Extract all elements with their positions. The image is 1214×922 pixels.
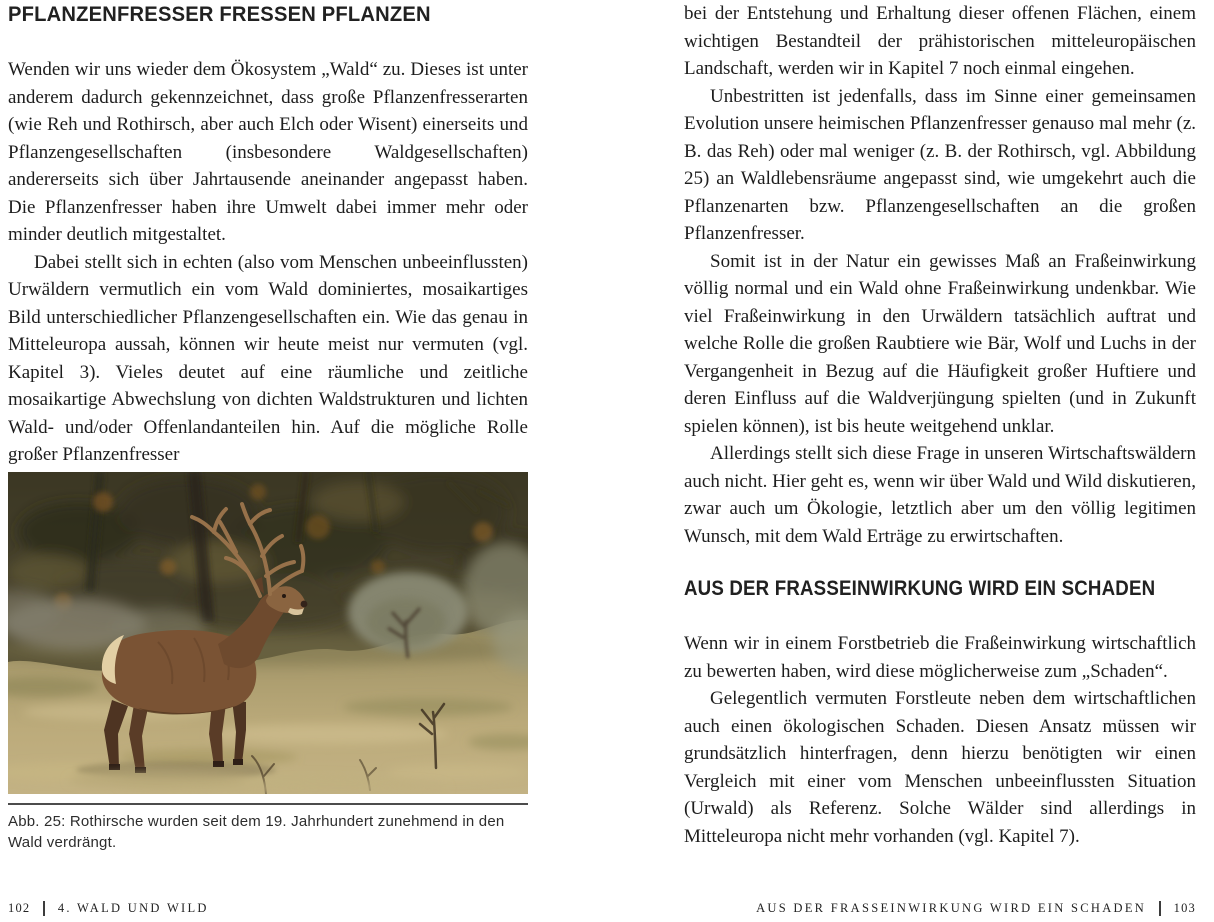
footer-divider — [43, 901, 45, 916]
red-deer-photo — [8, 472, 528, 794]
running-head-chapter: 4. WALD UND WILD — [57, 900, 209, 915]
body-text-left — [8, 56, 528, 469]
body-paragraph: Somit ist in der Natur ein gewisses Maß an Fraßeinwirkung völlig normal und ein Wald ohne Fraßeinwirkung undenkbar. Wie viel Fraßeinwirkung in den Urwäldern tatsächlich auftrat und welche Rolle die großen Raubtiere wie Bär, Wolf und Luchs in der Vergangenheit in Bezug auf die Häufigkeit großer Huftiere und deren Einfluss auf die Waldverjüngung spielten (und in Zukunft spielen können), ist bis heute weitgehend unklar. — [684, 250, 1196, 437]
body-paragraph: Dabei stellt sich in echten (also vom Menschen unbeeinflussten) Urwäldern vermutlich ein vom Wald dominiertes, mosaikartiges Bild unterschiedlicher Pflanzengesellschaften ein. Wie das genau in Mitteleuropa aussah, können wir heute meist nur vermuten (vgl. Kapitel 3). Vieles deutet auf eine räumliche und zeitliche mosaikartige Abwechslung von dichten Waldstrukturen und lichten Wald- und/oder Offenlandanteilen hin. Auf die mögliche Rolle großer Pflanzenfresser — [8, 251, 528, 465]
section-heading-frasseinwirkung: AUS DER FRASSEINWIRKUNG WIRD EIN SCHADEN — [684, 577, 1156, 600]
body-text-right-bottom — [684, 630, 1196, 850]
running-head-section: AUS DER FRASSEINWIRKUNG WIRD EIN SCHADEN — [756, 900, 1147, 915]
page-number: 103 — [1173, 900, 1196, 915]
figure-abb-25 — [8, 472, 528, 853]
body-paragraph: bei der Entstehung und Erhaltung dieser offenen Flächen, einem wichtigen Bestandteil der prähistorischen mitteleuropäischen Landschaft, werden wir in Kapitel 7 noch einmal eingehen. — [684, 3, 1196, 79]
section-heading-pflanzenfresser: PFLANZENFRESSER FRESSEN PFLANZEN — [8, 3, 431, 26]
page-left — [8, 0, 528, 922]
body-text-right-top — [684, 0, 1196, 550]
body-paragraph: Gelegentlich vermuten Forstleute neben dem wirtschaftlichen auch einen ökologischen Schaden. Diesen Ansatz müssen wir grundsätzlich hinterfragen, denn hierzu benötigten wir einen Vergleich mit einer vom Menschen unbeeinflussten Situation (Urwald) als Referenz. Solche Wälder sind allerdings in Mitteleuropa nicht mehr vorhanden (vgl. Kapitel 7). — [684, 688, 1196, 847]
body-paragraph: Unbestritten ist jedenfalls, dass im Sinne einer gemeinsamen Evolution unsere heimischen Pflanzenfresser genauso mal mehr (z. B. das Reh) oder mal weniger (z. B. der Rothirsch, vgl. Abbildung 25) an Waldlebensräume angepasst sind, wie umgekehrt auch die Pflanzenarten bzw. Pflanzengesellschaften an die großen Pflanzenfresser. — [684, 85, 1196, 244]
footer-divider — [1159, 901, 1161, 916]
body-paragraph: Wenn wir in einem Forstbetrieb die Fraßeinwirkung wirtschaftlich zu bewerten haben, wird diese möglicherweise zum „Schaden“. — [684, 633, 1196, 682]
body-paragraph: Allerdings stellt sich diese Frage in unseren Wirtschaftswäldern auch nicht. Hier geht es, wenn wir über Wald und Wild diskutieren, zwar auch um Ökologie, letztlich aber um den völlig legitimen Wunsch, mit dem Wald Erträge zu erwirtschaften. — [684, 443, 1196, 547]
page-footer-right — [684, 898, 1196, 918]
page-right — [684, 0, 1196, 922]
body-paragraph: Wenden wir uns wieder dem Ökosystem „Wald“ zu. Dieses ist unter anderem dadurch gekennzeichnet, dass große Pflanzenfresserarten (wie Reh und Rothirsch, aber auch Elch oder Wisent) einerseits und Pflanzengesellschaften (insbesondere Waldgesellschaften) andererseits sich über Jahrtausende aneinander angepasst haben. Die Pflanzenfresser haben ihre Umwelt dabei immer mehr oder minder deutlich mitgestaltet. — [8, 59, 528, 245]
figure-caption: Abb. 25: Rothirsche wurden seit dem 19. Jahrhundert zunehmend in den Wald verdrängt. — [8, 803, 528, 853]
page-footer-left — [8, 898, 528, 918]
page-number: 102 — [8, 900, 31, 915]
